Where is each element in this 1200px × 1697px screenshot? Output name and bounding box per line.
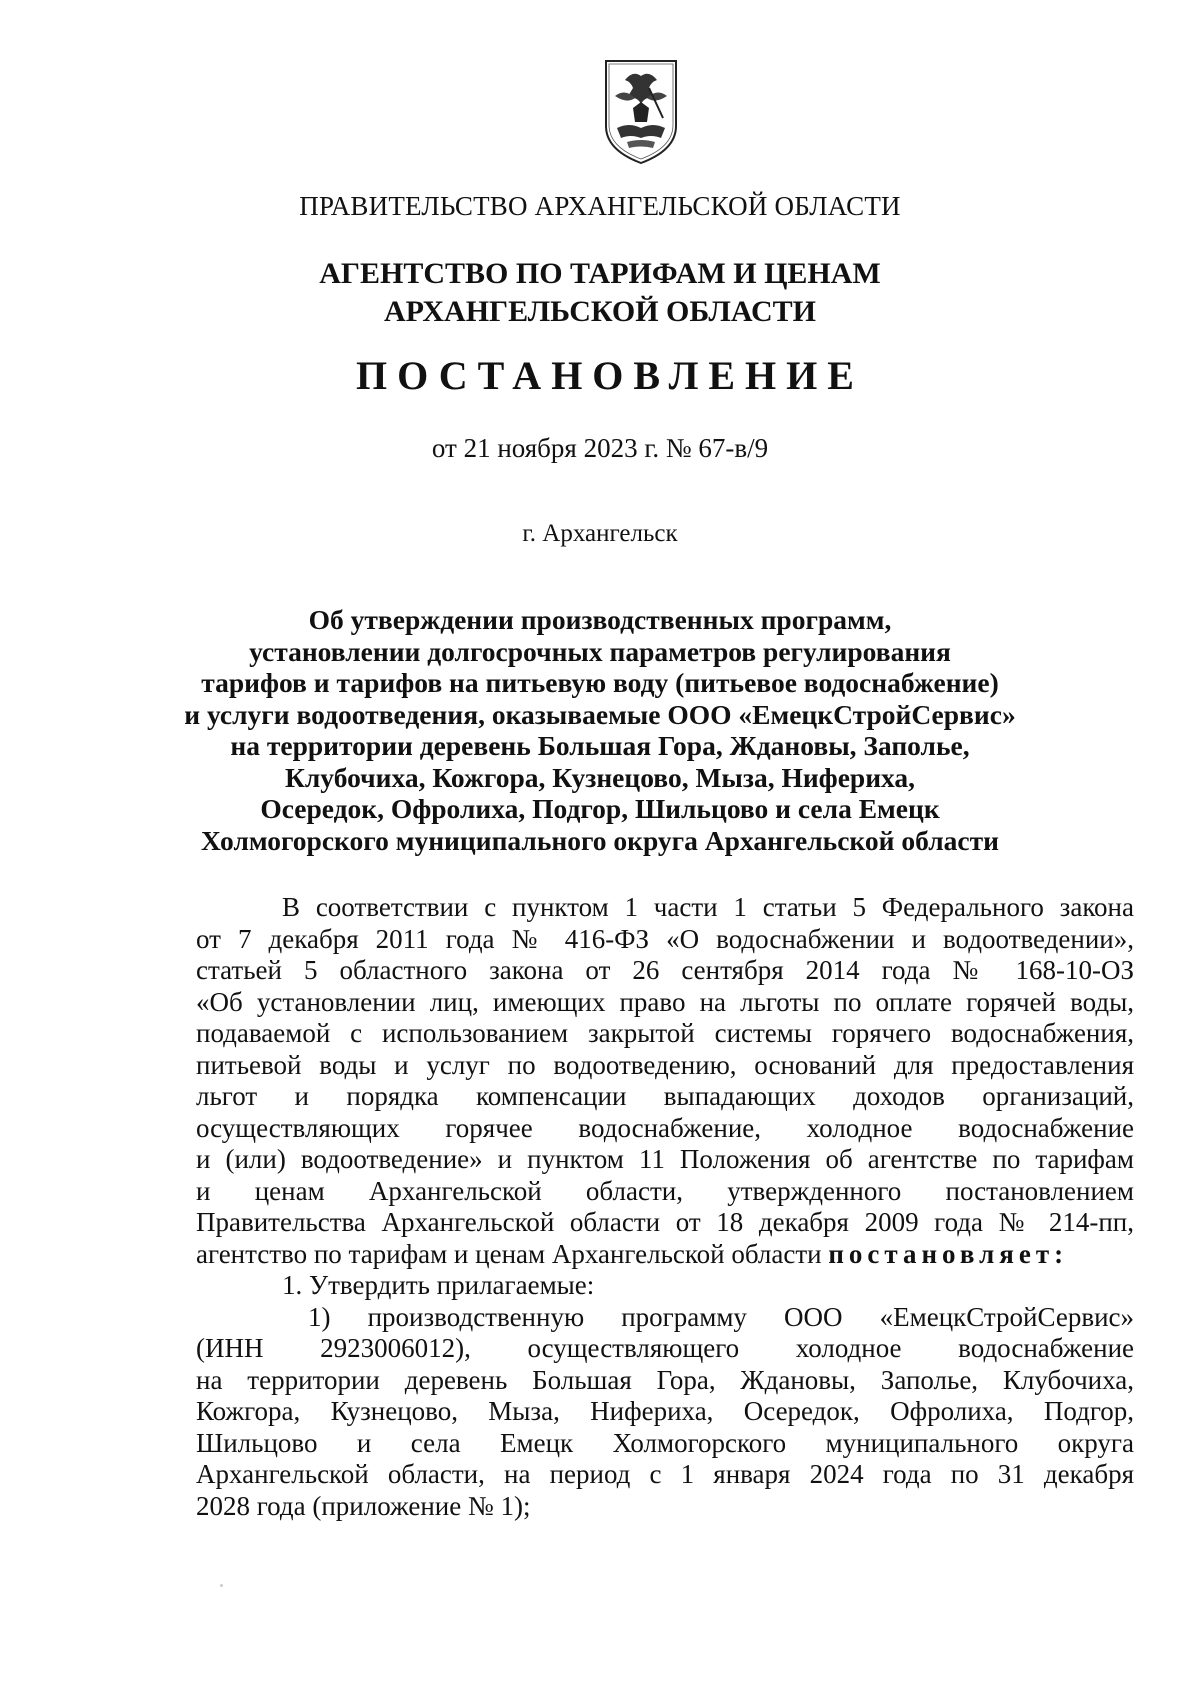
body-line: льгот и порядка компенсации выпадающих доходов организаций, [196, 1081, 1134, 1111]
agency-line-1: АГЕНТСТВО ПО ТАРИФАМ И ЦЕНАМ [319, 257, 881, 290]
body-line: питьевой воды и услуг по водоотведению, оснований для предоставления [196, 1049, 1134, 1080]
document-type: ПОСТАНОВЛЕНИЕ [356, 353, 864, 398]
body-line: В соответствии с пунктом 1 части 1 статьи 5 Федерального закона [282, 892, 1134, 922]
subject-line: и услуги водоотведения, оказываемые ООО «ЕмецкСтройСервис» [184, 698, 1016, 730]
body-line: подаваемой с использованием закрытой системы горячего водоснабжения, [196, 1018, 1134, 1048]
body-line: и ценам Архангельской области, утвержденного постановлением [196, 1175, 1134, 1206]
subject-line: Осередок, Офролиха, Подгор, Шильцово и села Емецк [260, 793, 940, 824]
body-line [196, 1239, 1134, 1271]
subject-line: тарифов и тарифов на питьевую воду (питьевое водоснабжение) [201, 667, 999, 698]
body-line: на территории деревень Большая Гора, Ждановы, Заполье, Клубочиха, [196, 1364, 1134, 1395]
body-line: осуществляющих горячее водоснабжение, холодное водоснабжение [196, 1112, 1134, 1143]
body-line: и (или) водоотведение» и пунктом 11 Положения об агентстве по тарифам [196, 1144, 1134, 1174]
body-line: Правительства Архангельской области от 18 декабря 2009 года № 214-пп, [196, 1207, 1134, 1237]
body-line: от 7 декабря 2011 года № 416-ФЗ «О водоснабжении и водоотведении», [196, 923, 1134, 954]
agency-name [0, 255, 1200, 331]
body-line: статьей 5 областного закона от 26 сентября 2014 года № 168-10-ОЗ [196, 955, 1134, 985]
document-subject [0, 604, 1200, 856]
subject-line: Клубочиха, Кожгора, Кузнецово, Мыза, Нифериха, [284, 761, 916, 793]
body-line: Шильцово и села Емецк Холмогорского муниципального округа [196, 1427, 1134, 1458]
preamble-paragraph [196, 892, 1134, 1522]
body-line: Кожгора, Кузнецово, Мыза, Нифериха, Осередок, Офролиха, Подгор, [196, 1396, 1134, 1426]
body-line: 1) производственную программу ООО «ЕмецкСтройСервис» [308, 1301, 1134, 1332]
scan-speck [220, 1584, 223, 1587]
body-line: «Об установлении лиц, имеющих право на льготы по оплате горячей воды, [196, 986, 1134, 1017]
body-text: агентство по тарифам и ценам Архангельской области [196, 1238, 829, 1269]
body-line: Архангельской области, на период с 1 января 2024 года по 31 декабря [196, 1459, 1134, 1489]
item-1: 1. Утвердить прилагаемые: [282, 1270, 595, 1300]
subject-line: Холмогорского муниципального округа Архангельской области [201, 824, 999, 856]
subject-line: установлении долгосрочных параметров регулирования [249, 635, 951, 667]
city: г. Архангельск [522, 520, 678, 547]
subject-line: Об утверждении производственных программ, [308, 604, 892, 635]
subject-line: на территории деревень Большая Гора, Ждановы, Заполье, [230, 730, 970, 761]
body-line: 2028 года (приложение № 1); [196, 1490, 531, 1521]
agency-line-2: АРХАНГЕЛЬСКОЙ ОБЛАСТИ [384, 295, 816, 328]
body-line: (ИНН 2923006012), осуществляющего холодное водоснабжение [196, 1333, 1134, 1363]
government-name: ПРАВИТЕЛЬСТВО АРХАНГЕЛЬСКОЙ ОБЛАСТИ [299, 191, 901, 221]
resolves-word: постановляет: [828, 1238, 1069, 1269]
coat-of-arms-icon [603, 58, 679, 166]
date-and-number: от 21 ноября 2023 г. № 67-в/9 [431, 433, 769, 463]
